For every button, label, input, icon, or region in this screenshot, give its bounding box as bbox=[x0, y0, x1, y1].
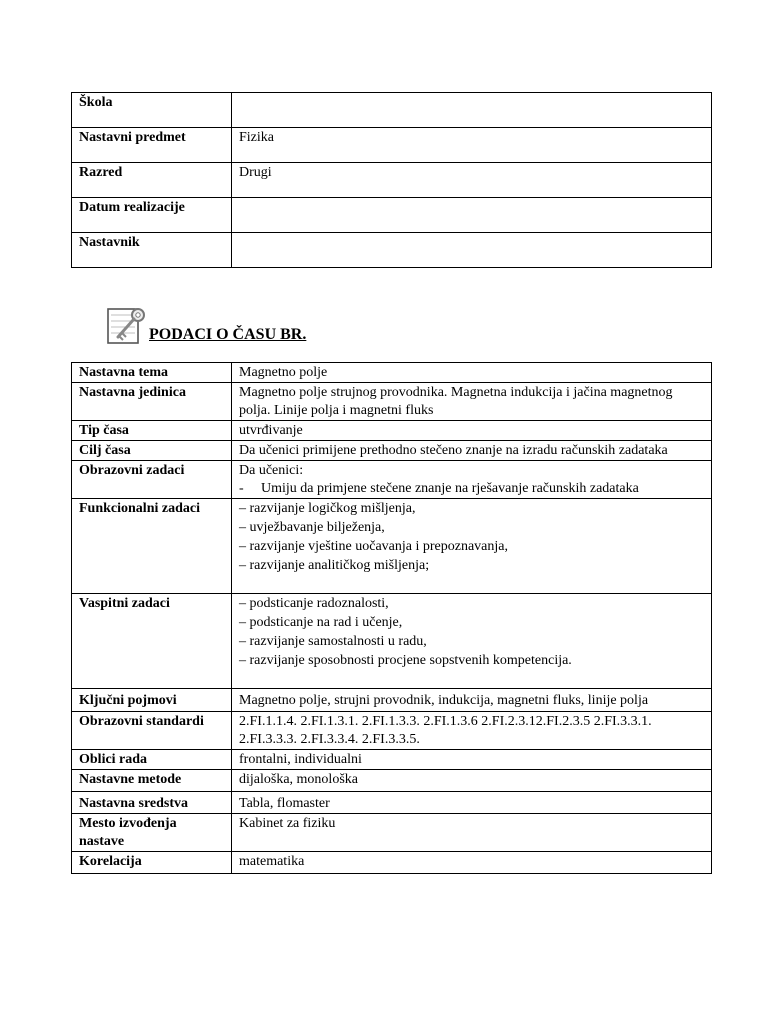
date-value bbox=[232, 198, 712, 233]
table-row bbox=[72, 499, 712, 594]
grade-value: Drugi bbox=[232, 163, 712, 198]
goal-value: Da učenici primijene prethodno stečeno znanje na izradu računskih zadataka bbox=[232, 441, 712, 461]
table-row bbox=[72, 233, 712, 268]
unit-value: Magnetno polje strujnog provodnika. Magnetna indukcija i jačina magnetnog polja. Linije polja i magnetni fluks bbox=[232, 383, 712, 421]
list-item: – razvijanje vještine uočavanja i prepoznavanja, bbox=[239, 539, 508, 554]
topic-label: Nastavna tema bbox=[72, 363, 232, 383]
work-forms-value: frontalni, individualni bbox=[232, 750, 712, 770]
table-row bbox=[72, 689, 712, 712]
section-title: PODACI O ČASU BR. bbox=[149, 326, 307, 343]
grade-label: Razred bbox=[72, 163, 232, 198]
upbringing-tasks-value bbox=[232, 594, 712, 689]
school-info-table bbox=[71, 92, 712, 268]
goal-label: Cilj časa bbox=[72, 441, 232, 461]
teacher-value bbox=[232, 233, 712, 268]
lesson-type-label: Tip časa bbox=[72, 421, 232, 441]
teacher-label: Nastavnik bbox=[72, 233, 232, 268]
topic-value: Magnetno polje bbox=[232, 363, 712, 383]
table-row bbox=[72, 128, 712, 163]
lesson-type-value: utvrđivanje bbox=[232, 421, 712, 441]
list-item: – podsticanje na rad i učenje, bbox=[239, 615, 403, 630]
table-row bbox=[72, 421, 712, 441]
functional-tasks-label: Funkcionalni zadaci bbox=[72, 499, 232, 594]
correlation-value: matematika bbox=[232, 852, 712, 874]
unit-label: Nastavna jedinica bbox=[72, 383, 232, 421]
list-item: – razvijanje samostalnosti u radu, bbox=[239, 634, 427, 649]
table-row bbox=[72, 594, 712, 689]
upbringing-tasks-label: Vaspitni zadaci bbox=[72, 594, 232, 689]
lesson-table bbox=[71, 362, 712, 874]
methods-label: Nastavne metode bbox=[72, 770, 232, 792]
table-row bbox=[72, 363, 712, 383]
subject-value: Fizika bbox=[232, 128, 712, 163]
standards-label: Obrazovni standardi bbox=[72, 712, 232, 750]
educational-tasks-label: Obrazovni zadaci bbox=[72, 461, 232, 499]
location-label: Mesto izvođenja nastave bbox=[72, 814, 232, 852]
table-row bbox=[72, 163, 712, 198]
table-row bbox=[72, 441, 712, 461]
school-value bbox=[232, 93, 712, 128]
educational-task-text: Umiju da primjene stečene znanje na rješavanje računskih zadataka bbox=[261, 481, 639, 496]
educational-tasks-intro: Da učenici: bbox=[239, 463, 304, 478]
standards-value: 2.FI.1.1.4. 2.FI.1.3.1. 2.FI.1.3.3. 2.FI.1.3.6 2.FI.2.3.12.FI.2.3.5 2.FI.3.3.1. 2.FI.3.3.3. 2.FI.3.3.4. 2.FI.3.3.5. bbox=[232, 712, 712, 750]
key-terms-value: Magnetno polje, strujni provodnik, indukcija, magnetni fluks, linije polja bbox=[232, 689, 712, 712]
table-row bbox=[72, 198, 712, 233]
key-terms-label: Ključni pojmovi bbox=[72, 689, 232, 712]
list-item: – podsticanje radoznalosti, bbox=[239, 596, 389, 611]
table-row bbox=[72, 814, 712, 852]
table-row bbox=[72, 792, 712, 814]
methods-value: dijaloška, monološka bbox=[232, 770, 712, 792]
subject-label: Nastavni predmet bbox=[72, 128, 232, 163]
list-item bbox=[239, 480, 704, 498]
functional-tasks-value bbox=[232, 499, 712, 594]
table-row bbox=[72, 461, 712, 499]
table-row bbox=[72, 770, 712, 792]
school-label: Škola bbox=[72, 93, 232, 128]
list-item: – razvijanje sposobnosti procjene sopstvenih kompetencija. bbox=[239, 653, 572, 668]
list-item: – razvijanje analitičkog mišljenja; bbox=[239, 558, 430, 573]
table-row bbox=[72, 852, 712, 874]
table-row bbox=[72, 383, 712, 421]
table-row bbox=[72, 712, 712, 750]
location-value: Kabinet za fiziku bbox=[232, 814, 712, 852]
list-item: – razvijanje logičkog mišljenja, bbox=[239, 501, 416, 516]
materials-label: Nastavna sredstva bbox=[72, 792, 232, 814]
list-item: – uvježbavanje bilježenja, bbox=[239, 520, 385, 535]
work-forms-label: Oblici rada bbox=[72, 750, 232, 770]
correlation-label: Korelacija bbox=[72, 852, 232, 874]
date-label: Datum realizacije bbox=[72, 198, 232, 233]
list-dash: - bbox=[239, 481, 244, 496]
materials-value: Tabla, flomaster bbox=[232, 792, 712, 814]
table-row bbox=[72, 93, 712, 128]
key-notebook-icon bbox=[105, 304, 147, 346]
section-header bbox=[105, 302, 306, 346]
table-row bbox=[72, 750, 712, 770]
educational-tasks-value bbox=[232, 461, 712, 499]
